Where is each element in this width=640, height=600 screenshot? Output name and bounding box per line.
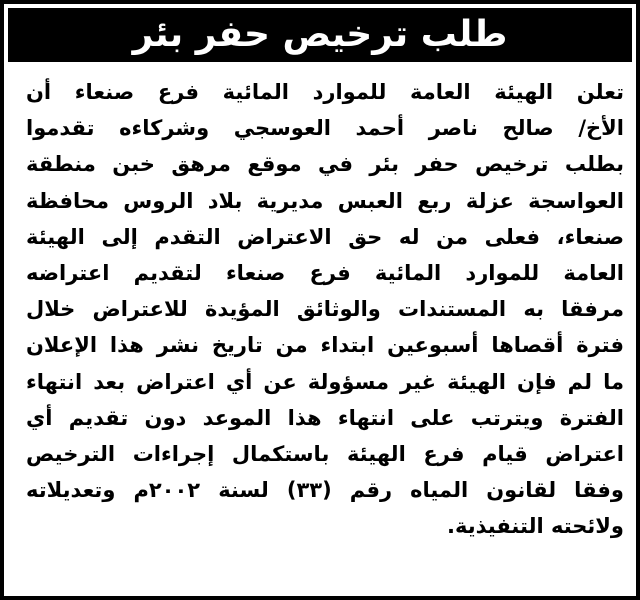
notice-line: العواسجة عزلة ربع العبس مديرية بلاد الروس محافظة	[26, 188, 624, 213]
notice-line: فترة أقصاها أسبوعين ابتداء من تاريخ نشر هذا الإعلان	[26, 333, 624, 358]
notice-line: مرفقا به المستندات والوثائق المؤيدة للاعتراض خلال	[26, 297, 624, 322]
notice-line: ما لم فإن الهيئة غير مسؤولة عن أي اعتراض بعد انتهاء	[26, 369, 624, 394]
notice-line: الفترة ويترتب على انتهاء هذا الموعد دون تقديم أي	[26, 405, 624, 430]
notice-header	[8, 8, 632, 62]
notice-line: صنعاء، فعلى من له حق الاعتراض التقدم إلى الهيئة	[26, 224, 624, 249]
notice-line: الأخ/ صالح ناصر أحمد العوسجي وشركاءه تقدموا	[26, 116, 624, 141]
notice-line: العامة للموارد المائية فرع صنعاء لتقديم اعتراضه	[26, 260, 624, 285]
notice-body	[26, 74, 624, 544]
notice-line: وفقا لقانون المياه رقم (٣٣) لسنة ٢٠٠٢م وتعديلاته	[26, 478, 624, 503]
notice-line: اعتراض قيام فرع الهيئة باستكمال إجراءات الترخيص	[26, 441, 624, 466]
notice-line: تعلن الهيئة العامة للموارد المائية فرع صنعاء أن	[26, 80, 624, 104]
notice-title: طلب ترخيص حفر بئر	[132, 14, 508, 55]
notice-line: بطلب ترخيص حفر بئر في موقع مرهق خبن منطقة	[26, 152, 624, 177]
notice-line: ولائحته التنفيذية.	[447, 514, 624, 539]
